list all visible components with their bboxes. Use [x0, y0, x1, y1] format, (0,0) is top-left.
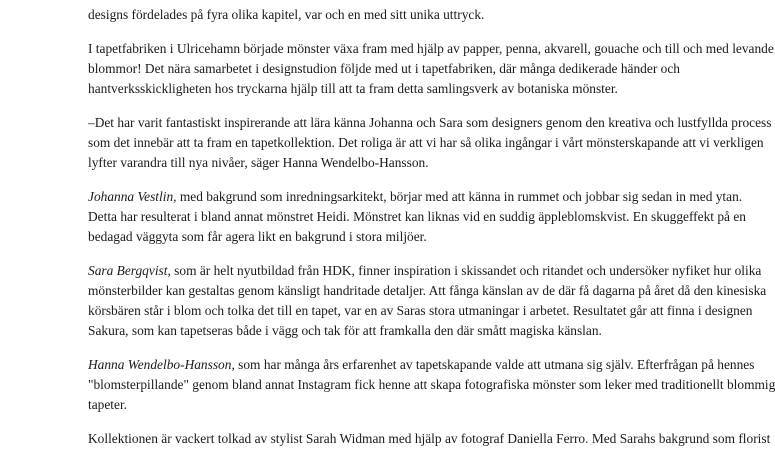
text-line: körsbären står i blom och tolka det till en tapet, var en av Saras stora utmaningar i arbetet. Resultatet går att finna i designen	[88, 303, 753, 318]
paragraph-hanna	[88, 355, 775, 415]
paragraph-chapters	[88, 5, 748, 25]
text-line: tapeter.	[88, 397, 128, 412]
paragraph-sara	[88, 261, 767, 341]
text-line	[88, 355, 755, 375]
text-line: I tapetfabriken i Ulricehamn började mönster växa fram med hjälp av papper, penna, akvarell, gouache och till och med levande	[88, 41, 774, 56]
text-line: designs fördelades på fyra olika kapitel, var och en med sitt unika uttryck.	[88, 7, 485, 22]
paragraph-quote	[88, 113, 772, 173]
paragraph-johanna	[88, 187, 748, 247]
text-line: Kollektionen är vackert tolkad av stylist Sarah Widman med hjälp av fotograf Daniella Ferro. Med Sarahs bakgrund som florist	[88, 431, 771, 446]
text-line	[88, 261, 762, 281]
text-line: bedagad väggyta som får agera likt en bakgrund i stora miljöer.	[88, 229, 427, 244]
text-line: Detta har resulterat i bland annat mönstret Heidi. Mönstret kan liknas vid en suddig äppleblomskvist. En skuggeffekt på en	[88, 209, 746, 224]
text-line: blommor! Det nära samarbetet i designstudion följde med ut i tapetfabriken, där många dedikerade händer och	[88, 61, 680, 76]
paragraph-collection	[88, 429, 771, 449]
designer-name: Hanna Wendelbo-Hansson	[88, 357, 232, 372]
text-line: mönsterbilder kan gestaltas genom känsligt handritade detaljer. Att fånga känslan av de där få dagarna på året då den kinesiska	[88, 283, 767, 298]
text-line: –Det har varit fantastiskt inspirerande att lära känna Johanna och Sara som designers genom den kreativa och lustfyllda process	[88, 115, 772, 130]
text-line: lyfter varandra till nya nivåer, säger Hanna Wendelbo-Hansson.	[88, 155, 429, 170]
designer-name: Johanna Vestlin	[88, 189, 174, 204]
text-run: , med bakgrund som inredningsarkitekt, börjar med att känna in rummet och jobbar sig sedan in med ytan.	[173, 189, 743, 204]
text-line	[88, 187, 748, 207]
text-line: som det innebär att ta fram en tapetkollektion. Det roliga är att vi har så olika ingångar i vårt mönsterskapande att vi verkligen	[88, 135, 764, 150]
text-run: , som har många års erfarenhet av tapetskapande valde att utmana sig själv. Efterfrågan på hennes	[231, 357, 755, 372]
document-body	[88, 5, 775, 463]
text-line: "blomsterpillande" genom bland annat Instagram fick henne att skapa fotografiska mönster som leker med traditionellt blommig	[88, 377, 775, 392]
text-line: Sakura, som kan tapetseras både i vägg och tak för att framkalla den där smått magiska känslan.	[88, 323, 602, 338]
text-run: , som är helt nyutbildad från HDK, finner inspiration i skissandet och ritandet och undersöker nyfiket hur olika	[167, 263, 762, 278]
designer-name: Sara Bergqvist	[88, 263, 168, 278]
paragraph-wallpaper-factory	[88, 39, 774, 99]
text-line: hantverksskickligheten hos tryckarna hjälp till att ta fram detta samlingsverk av botaniska mönster.	[88, 81, 618, 96]
